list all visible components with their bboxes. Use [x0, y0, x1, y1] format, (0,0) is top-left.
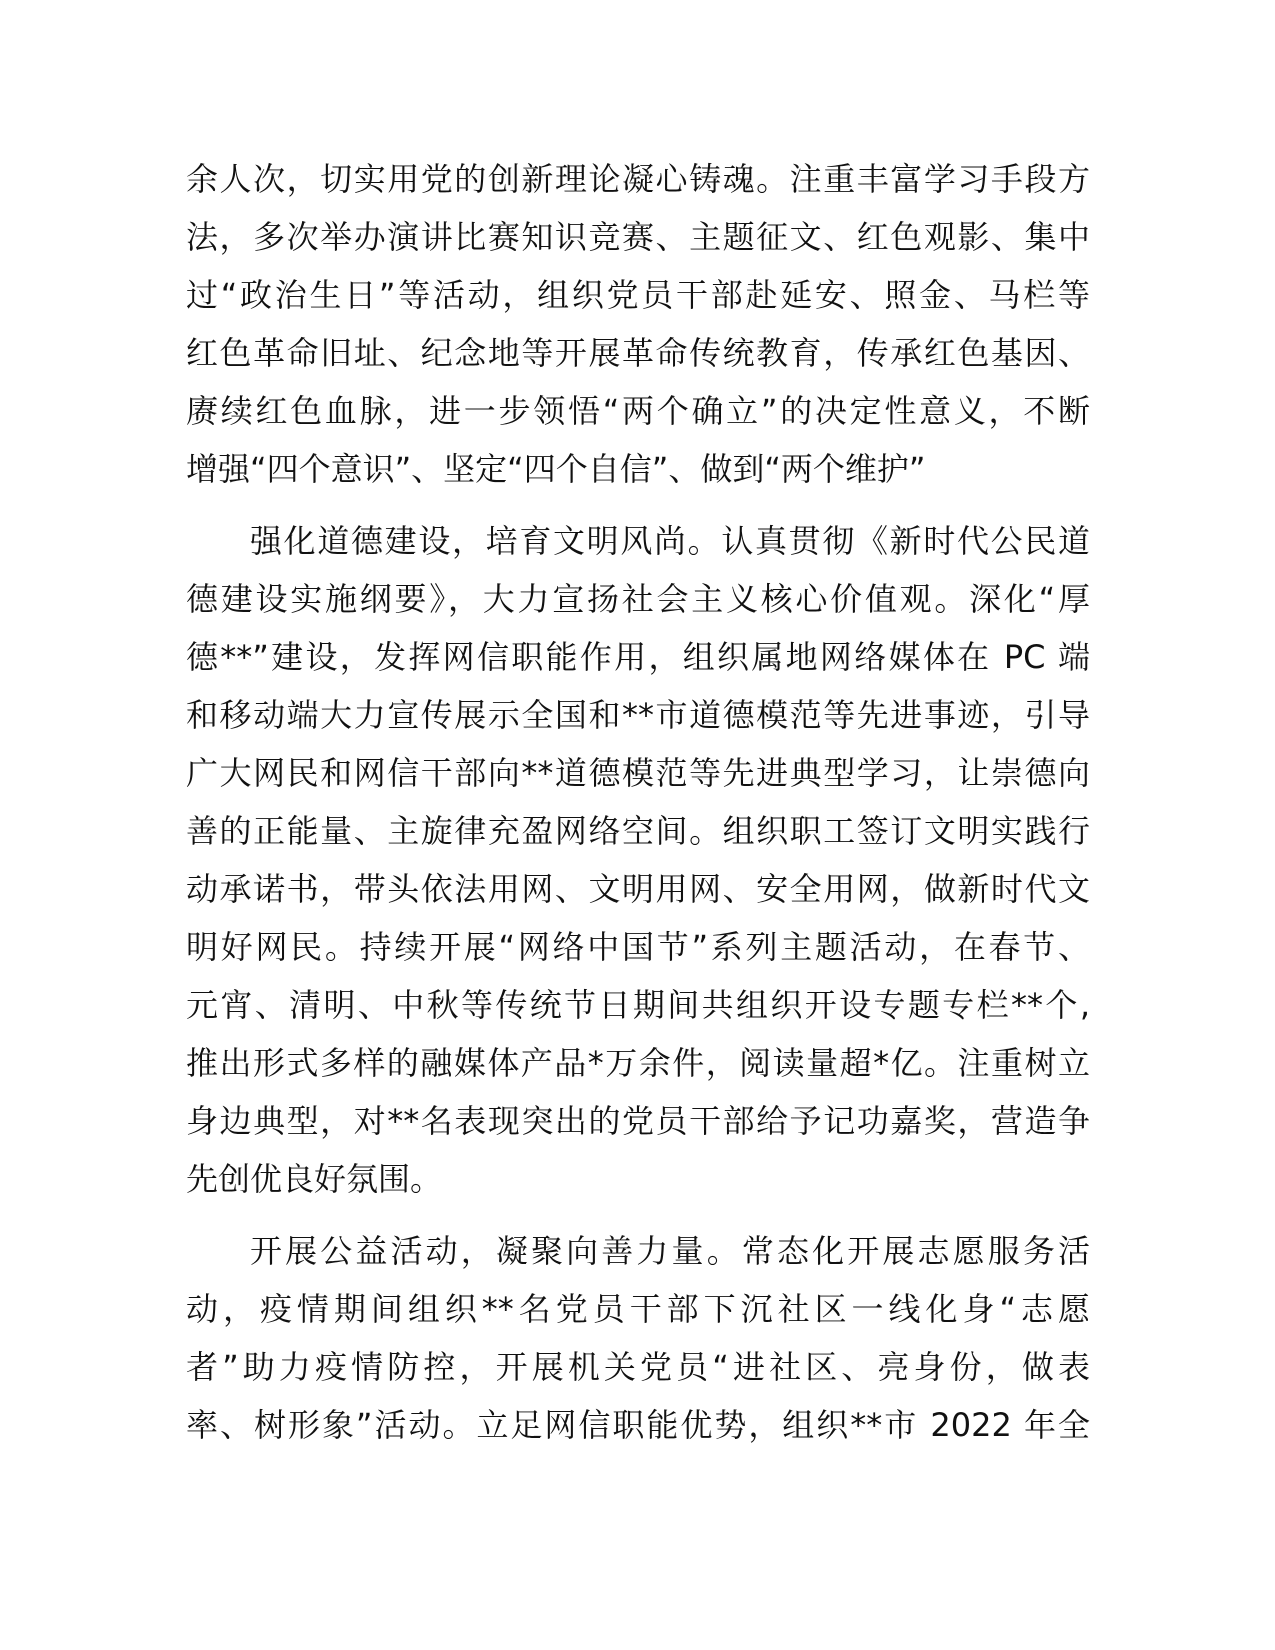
text-line: 过“政治生日”等活动，组织党员干部赴延安、照金、马栏等	[186, 276, 1090, 314]
text-line: 元宵、清明、中秋等传统节日期间共组织开设专题专栏**个,	[186, 986, 1090, 1024]
text-line: 和移动端大力宣传展示全国和**市道德模范等先进事迹，引导	[186, 696, 1090, 734]
text-line: 开展公益活动，凝聚向善力量。常态化开展志愿服务活	[250, 1232, 1090, 1270]
text-line: 强化道德建设，培育文明风尚。认真贯彻《新时代公民道	[250, 522, 1090, 560]
document-page	[186, 150, 1090, 1454]
paragraph-moral-construction	[186, 512, 1090, 1208]
text-line: 德**”建设，发挥网信职能作用，组织属地网络媒体在 PC 端	[186, 638, 1090, 676]
text-line: 先创优良好氛围。	[186, 1160, 443, 1198]
text-line: 增强“四个意识”、坚定“四个自信”、做到“两个维护”	[186, 450, 926, 488]
text-line: 法，多次举办演讲比赛知识竞赛、主题征文、红色观影、集中	[186, 218, 1090, 256]
paragraph-political-study	[186, 150, 1090, 498]
text-line: 推出形式多样的融媒体产品*万余件，阅读量超*亿。注重树立	[186, 1044, 1090, 1082]
paragraph-public-welfare	[186, 1222, 1090, 1454]
text-line: 身边典型，对**名表现突出的党员干部给予记功嘉奖，营造争	[186, 1102, 1090, 1140]
text-line: 赓续红色血脉，进一步领悟“两个确立”的决定性意义，不断	[186, 392, 1090, 430]
text-line: 余人次，切实用党的创新理论凝心铸魂。注重丰富学习手段方	[186, 160, 1090, 198]
text-line: 明好网民。持续开展“网络中国节”系列主题活动，在春节、	[186, 928, 1090, 966]
text-line: 德建设实施纲要》，大力宣扬社会主义核心价值观。深化“厚	[186, 580, 1090, 618]
text-line: 红色革命旧址、纪念地等开展革命传统教育，传承红色基因、	[186, 334, 1090, 372]
text-line: 动承诺书，带头依法用网、文明用网、安全用网，做新时代文	[186, 870, 1090, 908]
text-line: 广大网民和网信干部向**道德模范等先进典型学习，让崇德向	[186, 754, 1090, 792]
text-line: 率、树形象”活动。立足网信职能优势，组织**市 2022 年全	[186, 1406, 1090, 1444]
text-line: 善的正能量、主旋律充盈网络空间。组织职工签订文明实践行	[186, 812, 1090, 850]
text-line: 动，疫情期间组织**名党员干部下沉社区一线化身“志愿	[186, 1290, 1090, 1328]
text-line: 者”助力疫情防控，开展机关党员“进社区、亮身份，做表	[186, 1348, 1090, 1386]
